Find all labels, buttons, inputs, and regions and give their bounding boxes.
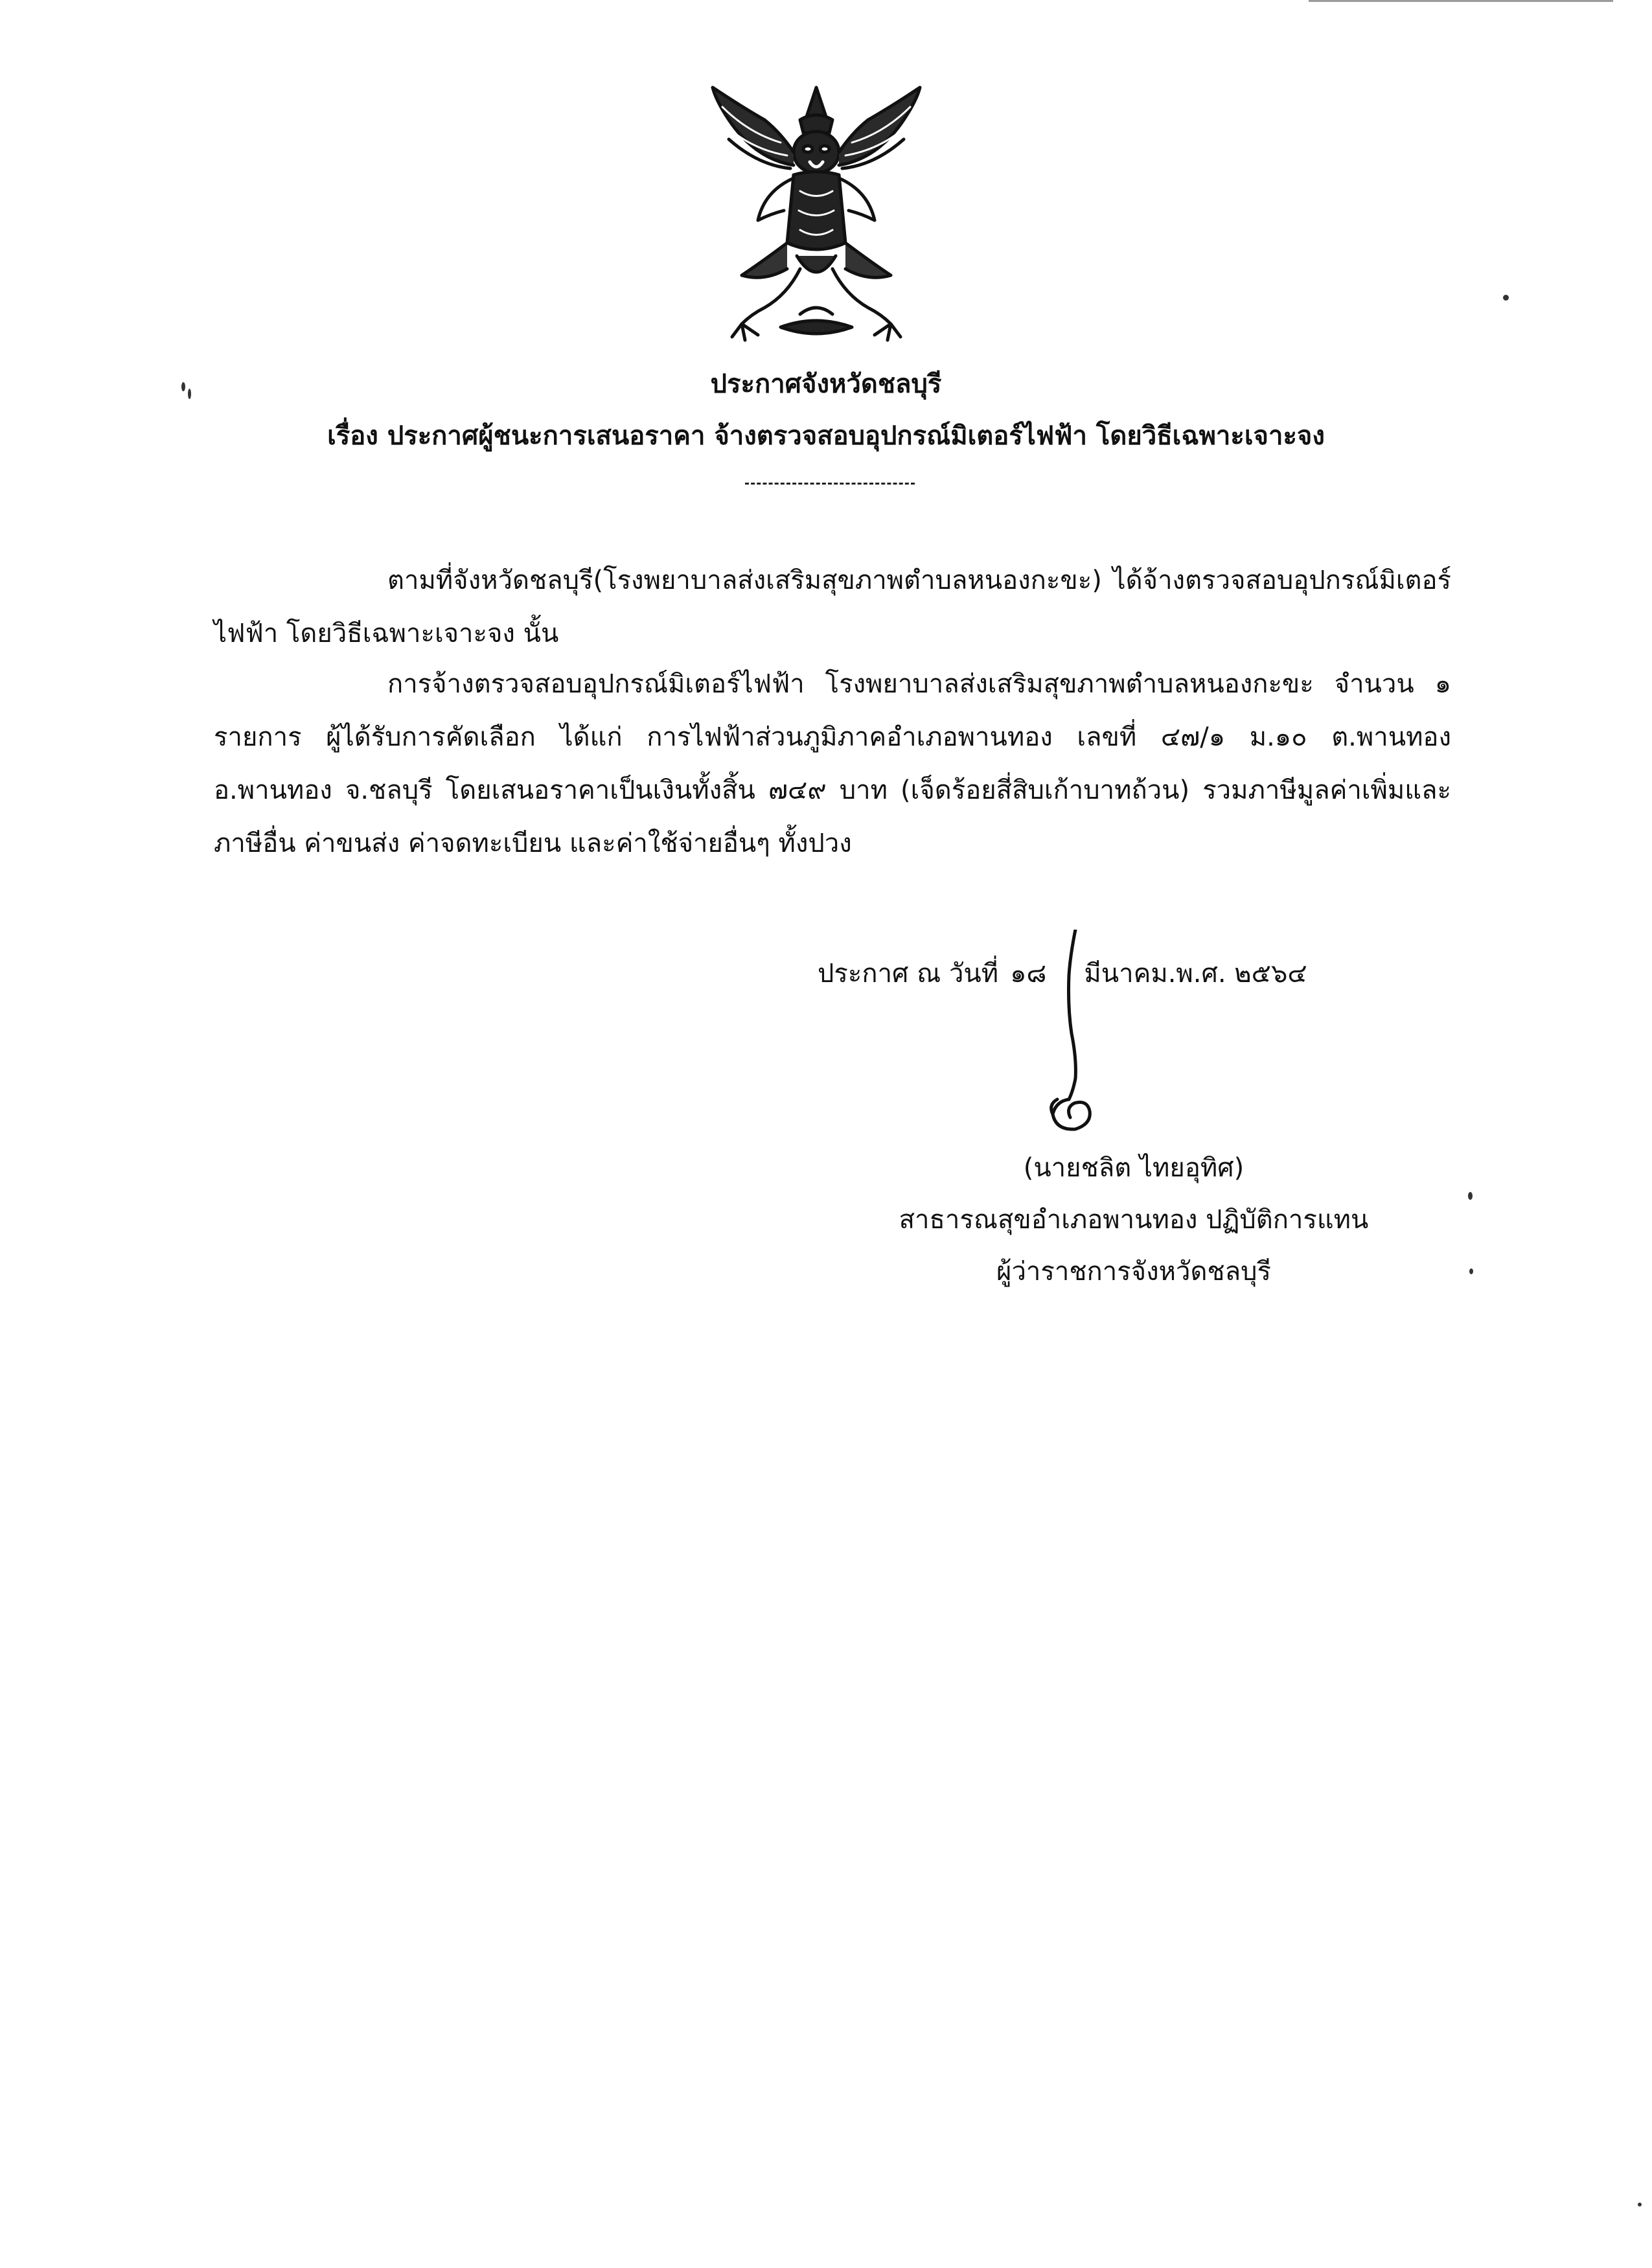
body-paragraph-1 bbox=[214, 554, 1451, 660]
paragraph-1-text: ตามที่จังหวัดชลบุรี(โรงพยาบาลส่งเสริมสุขภาพตำบลหนองกะขะ) ได้จ้างตรวจสอบอุปกรณ์มิเตอร์ไฟฟ้า โดยวิธีเฉพาะเจาะจง นั้น bbox=[214, 566, 1451, 648]
heading-divider bbox=[745, 483, 915, 485]
body-paragraph-2 bbox=[214, 658, 1451, 870]
signatory-position: สาธารณสุขอำเภอพานทอง ปฏิบัติการแทน bbox=[899, 1205, 1369, 1235]
signatory-name: (นายชลิต ไทยอุทิศ) bbox=[1023, 1153, 1245, 1183]
subject-heading bbox=[0, 415, 1652, 456]
issuer-heading: ประกาศจังหวัดชลบุรี bbox=[710, 369, 942, 399]
scan-speck bbox=[1638, 2203, 1642, 2206]
scan-speck bbox=[1468, 1192, 1473, 1200]
date-day: ๑๘ bbox=[1010, 959, 1047, 989]
paragraph-2-text: การจ้างตรวจสอบอุปกรณ์มิเตอร์ไฟฟ้า โรงพยาบาลส่งเสริมสุขภาพตำบลหนองกะขะ จำนวน ๑ รายการ ผู้ได้รับการคัดเลือก ได้แก่ การไฟฟ้าส่วนภูมิภาคอำเภอพานทอง เลขที่ ๔๗/๑ ม.๑๐ ต.พานทอง อ.พานทอง จ.ชลบุรี โดยเสนอราคาเป็นเงินทั้งสิ้น ๗๔๙ บาท (เจ็ดร้อยสี่สิบเก้าบาทถ้วน) รวมภาษีมูลค่าเพิ่มและภาษีอื่น ค่าขนส่ง ค่าจดทะเบียน และค่าใช้จ่ายอื่นๆ ทั้งปวง bbox=[214, 669, 1451, 858]
garuda-emblem-icon bbox=[703, 81, 930, 360]
scan-edge-line bbox=[1309, 0, 1613, 2]
date-prefix: ประกาศ ณ วันที่ bbox=[818, 959, 999, 989]
scan-speck bbox=[1469, 1268, 1473, 1274]
signatory-on-behalf: ผู้ว่าราชการจังหวัดชลบุรี bbox=[996, 1257, 1271, 1287]
scan-speck bbox=[1503, 295, 1509, 301]
handwritten-signature bbox=[1030, 930, 1127, 1137]
date-month-year: มีนาคม.พ.ศ. ๒๕๖๔ bbox=[1084, 959, 1307, 989]
subject-text: ประกาศผู้ชนะการเสนอราคา จ้างตรวจสอบอุปกรณ์มิเตอร์ไฟฟ้า โดยวิธีเฉพาะเจาะจง bbox=[387, 421, 1325, 451]
subject-label: เรื่อง bbox=[327, 421, 378, 451]
